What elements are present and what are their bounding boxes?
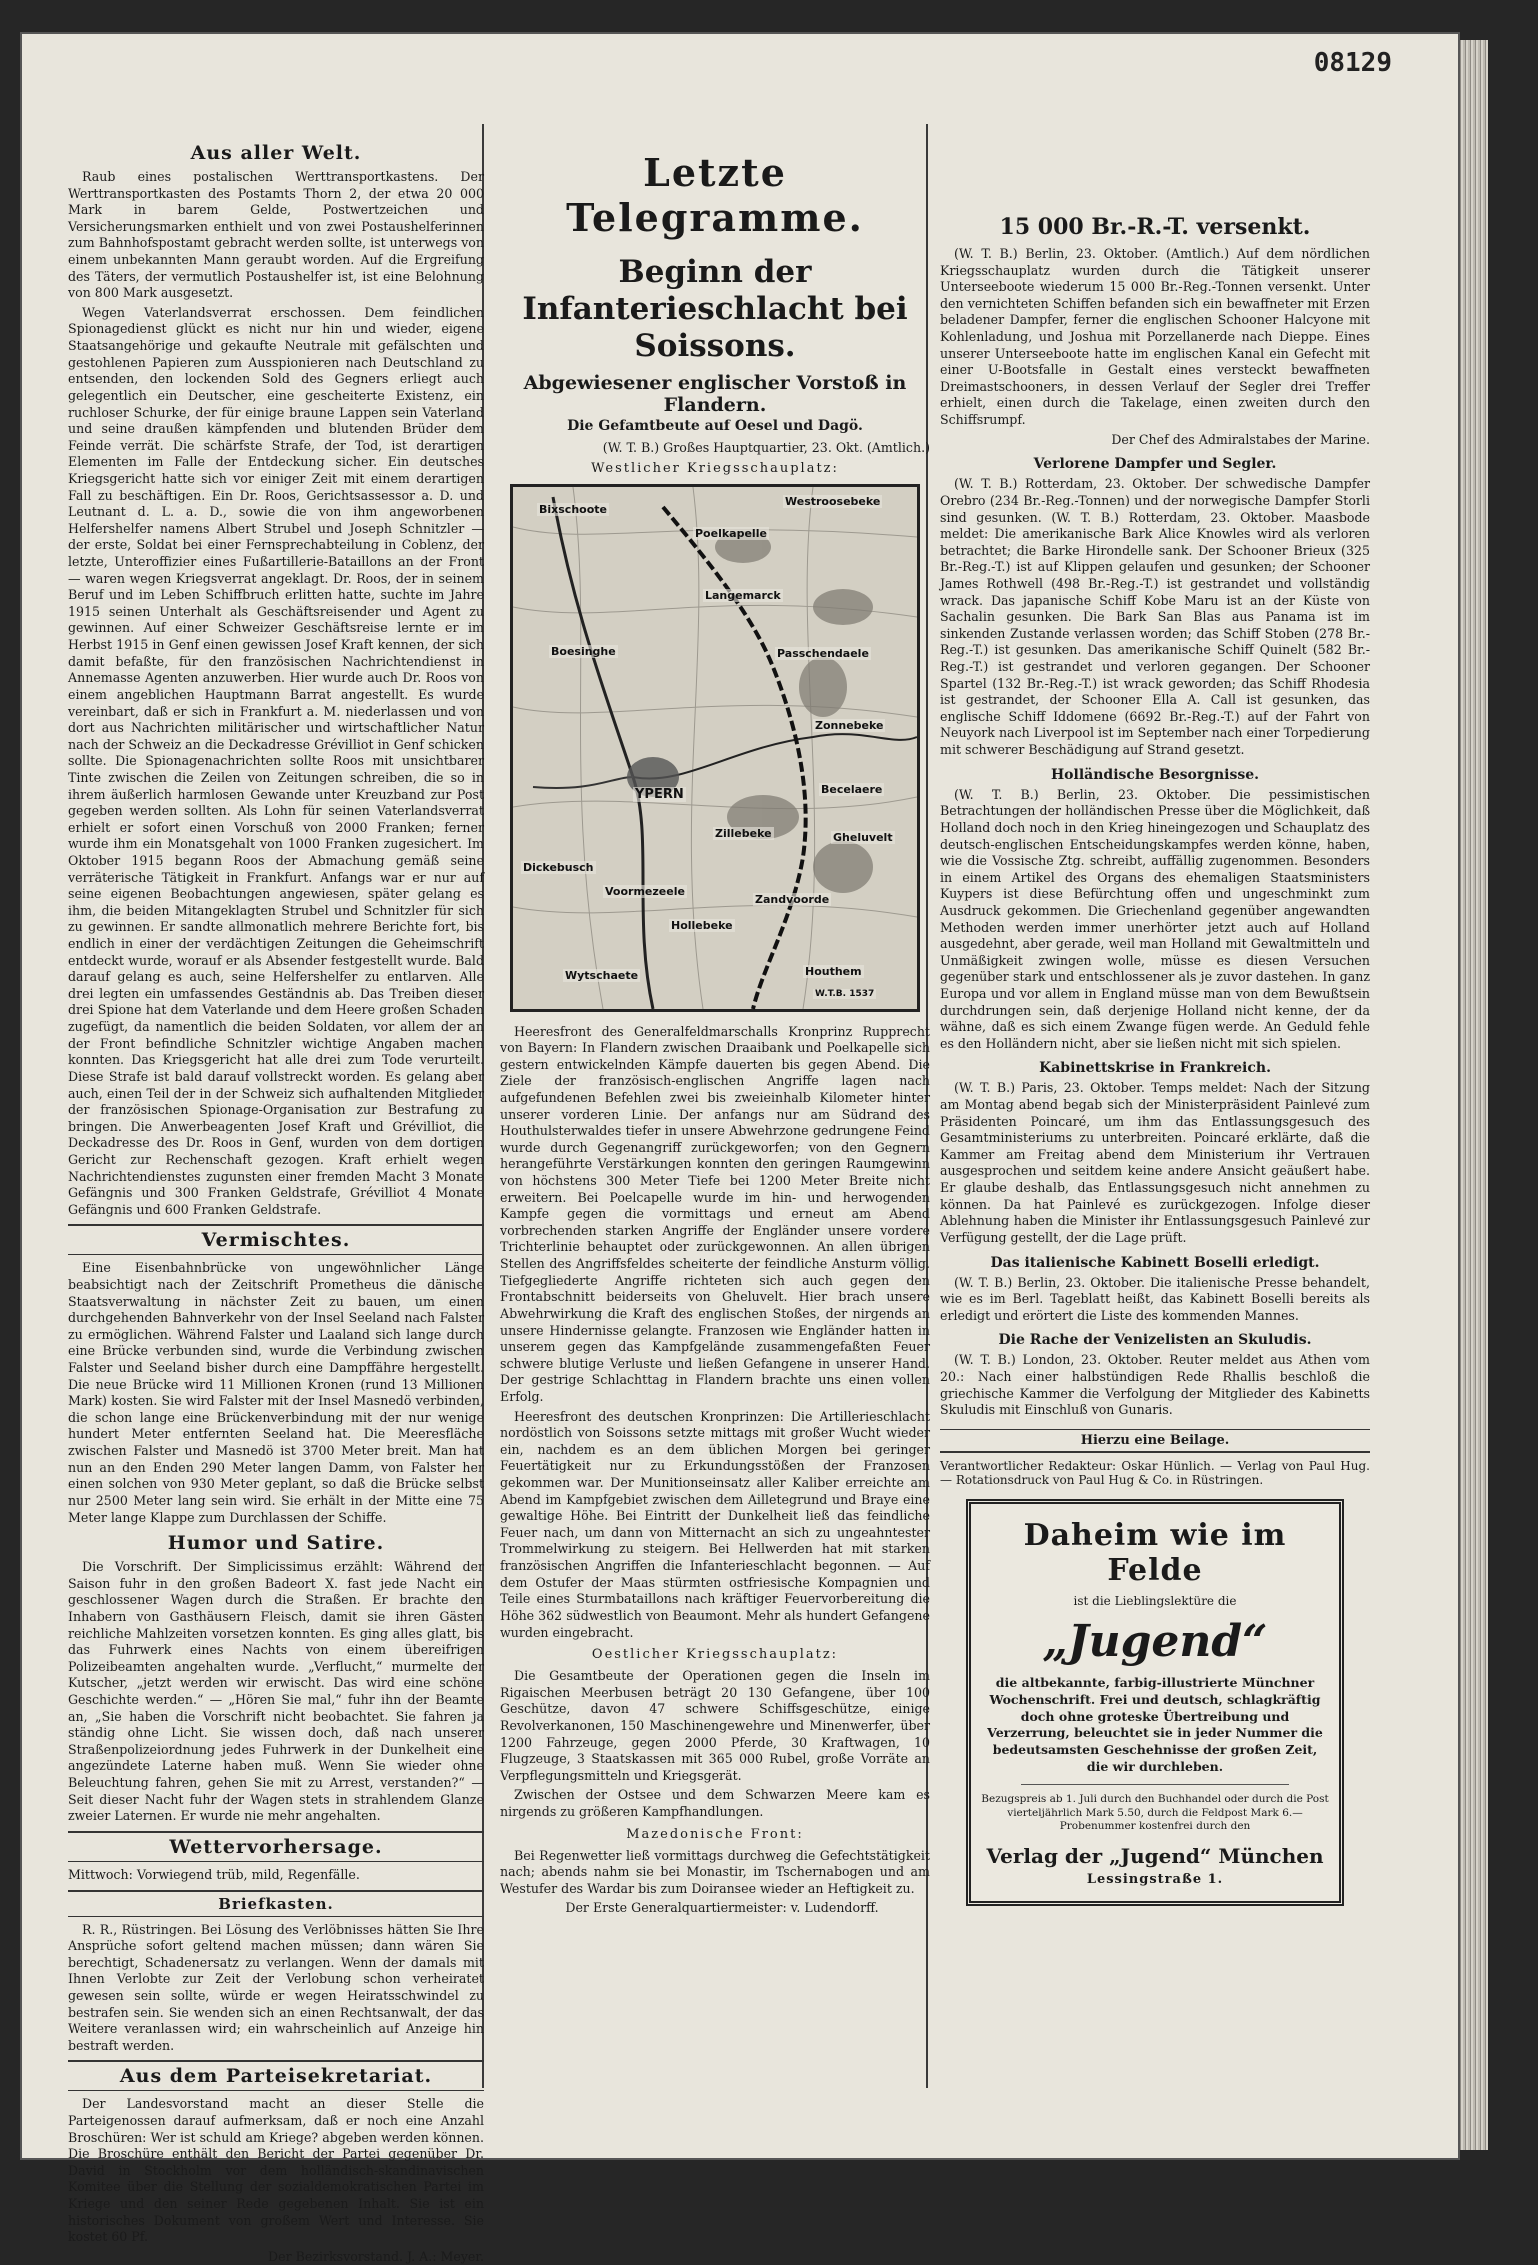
article-paragraph: (W. T. B.) Berlin, 23. Oktober. Die pessimistischen Betrachtungen der holländischen Presse über die Möglichkeit, daß Holland doch noch in den Krieg hineingezogen und Schauplatz des deutsch-englischen Entscheidungskampfes werden könne, haben, wie die Vossische Ztg. schreibt, auffällig zugenommen. Besonders in einem Artikel des Organs des ehemaligen Staatsministers Kuypers ist diese Befürchtung offen und ungeschminkt zum Ausdruck gekommen. Die Griechenland gegenüber angewandten Methoden werden immer unerhörter jetzt auch auf Holland ausgedehnt, aber gerade, weil man Holland mit Gewaltmitteln und Unmäßigkeit zwingen wolle, müsse es diesen Versuchen gegenüber stark und entschlossener als je zuvor dastehen. In ganz Europa und vor allem in England müsse man von dem Bewußtsein durchdrungen sein, daß derjenige Holland nicht kenne, der da wähne, daß es sich einem Zwange fügen werde. An Geduld fehle es den Holländern nicht, aber sie ließen nicht mit sich spielen. — [940, 786, 1370, 1051]
article-paragraph: (W. T. B.) Paris, 23. Oktober. Temps meldet: Nach der Sitzung am Montag abend begab sich der Ministerpräsident Painlevé zum Präsidenten Poincaré, um ihm das Entlassungsgesuch des Gesamtministeriums zu unterbreiten. Poincaré erklärte, daß die Kammer am Freitag abend dem Ministerium ihr Vertrauen ausgesprochen und seitdem keine andere Ansicht geäußert habe. Er glaube deshalb, das Entlassungsgesuch nicht annehmen zu können. Da hat Painlevé es zurückgezogen. Infolge dieser Ablehnung haben die Minister ihr Entlassungsgesuch Painlevé zur Verfügung gestellt, der die Lage prüft. — [940, 1080, 1370, 1245]
map-label: Langemarck — [705, 588, 781, 602]
map-label: Voormezeele — [605, 884, 685, 898]
ad-text: die altbekannte, farbig-illustrierte Münchner Wochenschrift. Frei und deutsch, schlagkräftig doch ohne groteske Übertreibung und Verzerrung, beleuchtet sie in jeder Nummer die bedeutsamsten Geschehnisse der großen Zeit, die wir durchleben. — [987, 1674, 1323, 1775]
sub-headline: Die Gefamtbeute auf Oesel und Dagö. — [567, 417, 863, 434]
map-label: Gheluvelt — [833, 830, 893, 844]
section-heading: Aus dem Parteisekretariat. — [68, 2060, 484, 2091]
article-paragraph: R. R., Rüstringen. Bei Lösung des Verlöbnisses hätten Sie Ihre Ansprüche sofort geltend machen müssen; dann wären Sie berechtigt, Schadenersatz zu verlangen. Wenn der damals mit Ihnen Verlobte zur Zeit der Verlobung schon verheiratet gewesen sein sollte, würde er wegen Heiratsschwindel zu bestrafen sein. Sie wenden sich an einen Rechtsanwalt, der das Weitere veranlassen wird; ein wahrscheinlich auf Anzeige hin bestraft werden. — [68, 1921, 484, 2053]
article-paragraph: (W. T. B.) Berlin, 23. Oktober. Die italienische Presse behandelt, wie es im Berl. Tageblatt heißt, das Kabinett Boselli bereits als erledigt und erörtert die Liste des kommenden Mannes. — [940, 1274, 1370, 1323]
subsection-heading: Oestlicher Kriegsschauplatz: — [591, 1647, 839, 1663]
book-edge — [1458, 40, 1488, 2150]
subsection-heading: Mazedonische Front: — [626, 1826, 804, 1842]
section-heading: Humor und Satire. — [167, 1532, 385, 1555]
ad-text: ist die Lieblingslektüre die — [1073, 1593, 1237, 1608]
map-credit: W.T.B. 1537 — [815, 988, 875, 999]
column-middle — [500, 94, 930, 2118]
map-label: Dickebusch — [523, 860, 594, 874]
section-heading: Vermischtes. — [68, 1224, 484, 1255]
signature: Der Erste Generalquartiermeister: v. Ludendorff. — [565, 1900, 879, 1916]
section-heading: Aus aller Welt. — [190, 142, 362, 164]
front-map — [510, 484, 920, 1012]
ad-title: Daheim wie im Felde — [1023, 1517, 1287, 1588]
article-paragraph: (W. T. B.) Rotterdam, 23. Oktober. Der schwedische Dampfer Orebro (234 Br.-Reg.-Tonnen) und der norwegische Dampfer Storli sind gesunken. (W. T. B.) Rotterdam, 23. Oktober. Maasbode meldet: Die amerikanische Bark Alice Knowles wird als verloren betrachtet; die Barke Hirondelle sank. Der Schooner Brieux (325 Br.-Reg.-T.) ist auf Klippen gelaufen und gesunken; der Schooner James Rothwell (498 Br.-Reg.-T.) ist gestrandet und vollständig wrack. Das japanische Schiff Kobe Maru ist an der Küste von Sachalin gesunken. Die Bark San Blas aus Panama ist im sinkenden Zustande verlassen worden; das Schiff Stoben (278 Br.-Reg.-T.) ist gesunken. Das amerikanische Schiff Quinelt (582 Br.-Reg.-T.) ist gestrandet und verloren gegangen. Der Schooner Spartel (132 Br.-Reg.-T.) ist wrack geworden; das Schiff Rhodesia ist gestrandet, der Schooner Ella A. Call ist gesunken, das englische Schiff Iddomene (6692 Br.-Reg.-T.) auf der Fahrt von Neuyork nach Liverpool ist im September nach einer Torpedierung mit schwerer Beschädigung auf Strand gesetzt. — [940, 476, 1370, 758]
article-paragraph: Bei Regenwetter ließ vormittags durchweg die Gefechtstätigkeit nach; abends nahm sie bei Monastir, im Tschernabogen und am Westufer des Wardar bis zum Doiransee wieder an Heftigkeit zu. — [500, 1847, 930, 1896]
map-label: Houthem — [805, 964, 862, 978]
map-label: Becelaere — [821, 782, 883, 796]
map-label: Zonnebeke — [815, 718, 884, 732]
article-paragraph: (W. T. B.) Berlin, 23. Oktober. (Amtlich.) Auf dem nördlichen Kriegsschauplatz wurden durch die Tätigkeit unserer Unterseeboote wiederum 15 000 Br.-Reg.-Tonnen versenkt. Unter den vernichteten Schiffen befanden sich ein bewaffneter mit Erzen beladener Dampfer, ferner die englischen Schooner Halcyone mit Kohlenladung, und Joshua mit Porzellanerde nach Dieppe. Eines unserer Unterseeboote hatte im englischen Kanal ein Gefecht mit einer U-Bootsfalle in Gestalt eines versteckt bewaffneten Dreimastschooners, in dessen Verlauf der Segler drei Treffer erhielt, einen durch die Takelage, einen zweiten durch den Schiffsrumpf. — [940, 246, 1370, 428]
article-paragraph: Zwischen der Ostsee und dem Schwarzen Meere kam es nirgends zu größeren Kampfhandlungen. — [500, 1787, 930, 1819]
advertisement-jugend — [966, 1499, 1344, 1906]
article-heading: Kabinettskrise in Frankreich. — [1039, 1060, 1271, 1077]
article-heading: Verlorene Dampfer und Segler. — [1033, 456, 1277, 473]
map-label: Passchendaele — [777, 646, 869, 660]
article-paragraph: (W. T. B.) London, 23. Oktober. Reuter meldet aus Athen vom 20.: Nach einer halbstündigen Rede Rhallis beschloß die griechische Kammer die Verfolgung der Mitglieder des Kabinetts Skuludis mit Einschluß von Gunaris. — [940, 1352, 1370, 1418]
weather-forecast: Mittwoch: Vorwiegend trüb, mild, Regenfälle. — [68, 1866, 360, 1882]
map-label: Wytschaete — [565, 968, 639, 982]
map-label: Hollebeke — [671, 918, 733, 932]
map-label: Zandvoorde — [755, 892, 830, 906]
ad-publisher: Verlag der „Jugend“ München — [986, 1843, 1324, 1868]
map-label: Zillebeke — [715, 826, 772, 840]
ad-address: Lessingstraße 1. — [1086, 1871, 1224, 1887]
headline: 15 000 Br.-R.-T. versenkt. — [999, 214, 1311, 240]
column-right — [940, 94, 1370, 2118]
map-label: YPERN — [635, 786, 684, 802]
ad-brand: „Jugend“ — [1042, 1615, 1268, 1667]
map-label: Westroosebeke — [785, 494, 881, 508]
article-paragraph: Eine Eisenbahnbrücke von ungewöhnlicher Länge beabsichtigt nach der Zeitschrift Prometheus die dänische Staatsverwaltung in nächster Zeit zu bauen, um einen durchgehenden Bahnverkehr von der Insel Seeland nach Falster zu ermöglichen. Während Falster und Laaland sich lange durch eine Brücke verbunden sind, wurde die Verbindung zwischen Falster und Seeland bisher durch eine Dampffähre hergestellt. Die neue Brücke wird 11 Millionen Kronen (rund 13 Millionen Mark) kosten. Sie wird Falster mit der Insel Masnedö verbinden, die schon lange eine Brückenverbindung mit der nur wenige hundert Meter entfernten Seeland hat. Die Meeresfläche zwischen Falster und Masnedö ist 3700 Meter breit. Man hat nun an den Enden 290 Meter langen Damm, von Falster her einen solchen von 930 Meter geplant, so daß die Brücke selbst nur 2500 Meter lang sein wird. Sie erhält in der Mitte eine 75 Meter lange Klappe zum Durchlassen der Schiffe. — [68, 1260, 484, 1525]
signature: Der Chef des Admiralstabes der Marine. — [1111, 431, 1370, 447]
newspaper-page — [22, 34, 1458, 2264]
article-paragraph: Die Gesamtbeute der Operationen gegen die Inseln im Rigaischen Meerbusen beträgt 20 130 Gefangene, über 100 Geschütze, davon 47 schwere Schiffsgeschütze, einige Revolverkanonen, 150 Maschinengewehre und Minenwerfer, über 1200 Fahrzeuge, gegen 2000 Pferde, 30 Kraftwagen, 10 Flugzeuge, 3 Staatskassen mit 365 000 Rubel, große Vorräte an Verpflegungsmitteln und Kriegsgerät. — [500, 1668, 930, 1783]
map-label: Bixschoote — [539, 502, 607, 516]
article-paragraph: Heeresfront des deutschen Kronprinzen: Die Artillerieschlacht nordöstlich von Soissons setzte mittags mit großer Wucht wieder ein, nachdem es an dem üblichen Morgen bei geringer Feuertätigkeit nur zu Erkundungsstößen der Franzosen gekommen war. Der Munitionseinsatz aller Kaliber erreichte am Abend im Kampfgebiet zwischen dem Ailletegrund und Braye eine gewaltige Höhe. Bei Eintritt der Dunkelheit ließ das feindliche Feuer nach, um dann von Mitternacht an sich zu ungeahntester Trommelwirkung zu steigern. Bei Hellwerden hat mit starken französischen Angriffen die Infanterieschlacht begonnen. — Auf dem Ostufer der Maas stürmten ostfriesische Kompagnien und Teile eines Sturmbataillons nach kräftiger Feuervorbereitung die Höhe 362 südwestlich von Beaumont. Mehr als hundert Gefangene wurden eingebracht. — [500, 1408, 930, 1640]
supplement-note: Hierzu eine Beilage. — [940, 1429, 1370, 1453]
page-title: Letzte Telegramme. — [566, 150, 864, 240]
article-heading: Holländische Besorgnisse. — [1050, 766, 1260, 783]
ad-price: Bezugspreis ab 1. Juli durch den Buchhandel oder durch die Post vierteljährlich Mark 5.50, durch die Feldpost Mark 6.— Probenummer kostenfrei durch den — [981, 1793, 1329, 1833]
ad-divider — [1021, 1784, 1289, 1785]
sub-headline: Abgewiesener englischer Vorstoß in Flandern. — [523, 371, 907, 416]
article-heading: Die Rache der Venizelisten an Skuludis. — [998, 1332, 1312, 1349]
article-heading: Das italienische Kabinett Boselli erledigt. — [990, 1254, 1320, 1271]
map-label: Boesinghe — [551, 644, 616, 658]
map-label: Poelkapelle — [695, 526, 767, 540]
page-number: 08129 — [1313, 48, 1392, 78]
subsection-heading: Westlicher Kriegsschauplatz: — [591, 460, 839, 476]
article-paragraph: Wegen Vaterlandsverrat erschossen. Dem feindlichen Spionagedienst glückt es nicht nur hin und wieder, eigene Staatsangehörige und gekaufte Neutrale mit gefälschten und gestohlenen Papieren zum Ausspionieren nach Deutschland zu entsenden, den lockenden Sold des Gegners erliegt auch gelegentlich ein Deutscher, eine gescheiterte Existenz, ein ruchloser Schurke, der für einige braune Lappen sein Vaterland und seine draußen kämpfenden und blutenden Brüder dem Feinde verrät. Die schärfste Strafe, der Tod, ist derartigen Elementen im Falle der Entdeckung sicher. Ein deutsches Kriegsgericht hatte sich vor einiger Zeit mit einem derartigen Fall zu beschäftigen. Ein Dr. Roos, Gerichtsassessor a. D. und Leutnant d. L. a. D., sowie die von ihm angeworbenen Helfershelfer namens Albert Strubel und Joseph Schnitzler — der erste, Soldat bei einer Fernsprechabteilung in Coblenz, der letzte, Unteroffizier eines Fußartillerie-Bataillons an der Front — waren wegen Kriegsverrat angeklagt. Dr. Roos, der in seinem Beruf und im Leben Schiffbruch erlitten hatte, suchte im Jahre 1915 seinen Unterhalt als Geschäftsreisender und Agent zu gewinnen. Auf einer Schweizer Geschäftsreise lernte er im Herbst 1915 in Genf einen gewissen Josef Kraft kennen, der sich damit befaßte, für den französischen Nachrichtendienst in Annemasse Agenten anzuwerben. Hier wurde auch Dr. Roos von einem angeblichen Hauptmann Barrat angestellt. Es wurde vereinbart, daß er sich in Frankfurt a. M. niederlassen und von dort aus Nachrichten militärischer und wirtschaftlicher Natur nach der Schweiz an die Deckadresse Grévilliot in Genf schicken sollte. Die Spionagenachrichten sollte Roos mit unsichtbarer Tinte zwischen die Zeilen von Zeitungen schreiben, die so in ihrem äußerlich harmlosen Gewande unter Kreuzband zur Post gegeben werden sollten. Als Lohn für seinen Vaterlandsverrat erhielt er sofort einen Vorschuß von 2000 Franken; ferner wurde ihm ein Monatsgehalt von 1000 Franken zugesichert. Im Oktober 1915 begann Roos der Abmachung gemäß seine verräterische Tätigkeit in Frankfurt. Anfangs war er nur auf seine eigenen Beobachtungen angewiesen, später gelang es ihm, die beiden Mitangeklagten Strubel und Schnitzler für sich zu gewinnen. Er sandte allmonatlich mehrere Berichte fort, bis endlich in einer der verdächtigen Zeitungen die Geheimschrift entdeckt wurde, worauf er als Absender festgestellt wurde. Bald darauf gelang es auch, seine Helfershelfer zu entlarven. Alle drei legten ein umfassendes Geständnis ab. Das Treiben dieser drei Spione hat dem Vaterlande und dem Heere großen Schaden zugefügt, da namentlich die beiden Soldaten, vor allem der an der Front befindliche Schnitzler wichtige Angaben machen konnten. Das Kriegsgericht hat alle drei zum Tode verurteilt. Diese Strafe ist bald darauf vollstreckt worden. Es gelang aber auch, einen Teil der in der Schweiz sich aufhaltenden Mitglieder der französischen Spionage-Organisation zur Bestrafung zu bringen. Die Anwerbeagenten Josef Kraft und Grévilliot, die Deckadresse des Dr. Roos in Genf, wurden von dem dortigen Gericht zur Rechenschaft gezogen. Kraft erhielt wegen Nachrichtendienstes zugunsten einer fremden Macht 3 Monate Gefängnis und 300 Franken Geldstrafe, Grévilliot 4 Monate Gefängnis und 600 Franken Geldstrafe. — [68, 304, 484, 1217]
signature: Der Bezirksvorstand. J. A.: Meyer. — [268, 2248, 484, 2264]
dateline: (W. T. B.) Großes Hauptquartier, 23. Okt. (Amtlich.) — [602, 439, 930, 455]
section-heading: Wettervorhersage. — [68, 1831, 484, 1862]
article-paragraph: Der Landesvorstand macht an dieser Stelle die Parteigenossen darauf aufmerksam, daß er noch eine Anzahl Broschüren: Wer ist schuld am Kriege? abgeben werden können. Die Broschüre enthält den Bericht der Partei gegenüber Dr. David in Stockholm vor dem holländisch-skandinavischen Komitee über die Stellung der sozialdemokratischen Partei im Kriege und den seiner Rede gegebenen Inhalt. Sie ist ein historisches Dokument von großem Wert und Interesse. Sie kostet 60 Pf. — [68, 2096, 484, 2245]
main-headline: Beginn der Infanterieschlacht bei Soissons. — [522, 254, 908, 365]
article-paragraph: Heeresfront des Generalfeldmarschalls Kronprinz Rupprecht von Bayern: In Flandern zwischen Draaibank und Poelkapelle sich gestern entwickelnden Kämpfe dauerten bis gegen Abend. Die Ziele der französisch-englischen Angriffe lagen nach aufgefundenen Befehlen zwei bis zweieinhalb Kilometer hinter unserer vorderen Linie. Der anfangs nur am Südrand des Houthulsterwaldes tiefer in unsere Abwehrzone gedrungene Feind wurde durch Gegenangriff zurückgeworfen; von den Gegnern herangeführte Verstärkungen konnten den geringen Raumgewinn von höchstens 300 Meter Tiefe bei 1200 Meter Breite nicht erweitern. Bei Poelcapelle wurde im hin- und herwogenden Kampfe gegen die vormittags und erneut am Abend vorbrechenden starken Angriffe der Engländer unsere vordere Trichterlinie behauptet oder zurückgewonnen. An allen übrigen Stellen des Angriffsfeldes scheiterte der feindliche Ansturm völlig. Tiefgegliederte Angriffe richteten sich auch gegen den Frontabschnitt beiderseits von Gheluvelt. Hier brach unsere Abwehrwirkung die Kraft des englischen Stoßes, der nirgends an unsere Hindernisse gelangte. Franzosen wie Engländer hatten in unserem gegen das Kampfgelände zusammengefaßten Feuer schwere blutige Verluste und ließen Gefangene in unserer Hand. Der gestrige Schlachttag in Flandern brachte uns einen vollen Erfolg. — [500, 1023, 930, 1404]
article-paragraph: Raub eines postalischen Werttransportkastens. Der Werttransportkasten des Postamts Thorn 2, der etwa 20 000 Mark in barem Gelde, Postwertzeichen und Versicherungsmarken enthielt und von zwei Postaushelferinnen zum Bahnhofspostamt gebracht werden sollte, ist unterwegs von einem unbekannten Mann geraubt worden. Auf die Ergreifung des Täters, der vermutlich Postaushelfer ist, ist eine Belohnung von 800 Mark ausgesetzt. — [68, 169, 484, 301]
section-heading: Briefkasten. — [68, 1890, 484, 1917]
imprint: Verantwortlicher Redakteur: Oskar Hünlich. — Verlag von Paul Hug. — Rotationsdruck von Paul Hug & Co. in Rüstringen. — [940, 1458, 1370, 1487]
column-left — [68, 94, 484, 2264]
article-paragraph: Die Vorschrift. Der Simplicissimus erzählt: Während der Saison fuhr in den großen Badeort X. fast jede Nacht ein geschlossener Wagen durch die Straßen. Er brachte den Inhabern von Gasthäusern Fleisch, damit sie ihren Gästen reichliche Mahlzeiten vorsetzen konnten. Es ging alles glatt, bis das Fuhrwerk eines Nachts von einem übereifrigen Polizeibeamten angehalten wurde. „Verflucht,“ murmelte der Kutscher, „jetzt werden wir erwischt. Das wird eine schöne Geschichte werden.“ — „Hören Sie mal,“ fuhr ihn der Beamte an, „Sie haben die Vorschrift nicht beobachtet. Sie fahren ja ständig ohne Licht. Sie wissen doch, daß nach unserer Straßenpolizeiordnung jedes Fuhrwerk in der Dunkelheit eine angezündete Laterne haben muß. Wenn Sie wieder ohne Beleuchtung fahren, gehen Sie mit zu Arrest, verstanden?“ — Seit dieser Nacht fuhr der Wagen stets in strahlendem Glanze zweier Laternen. Er wurde nie mehr angehalten. — [68, 1559, 484, 1824]
